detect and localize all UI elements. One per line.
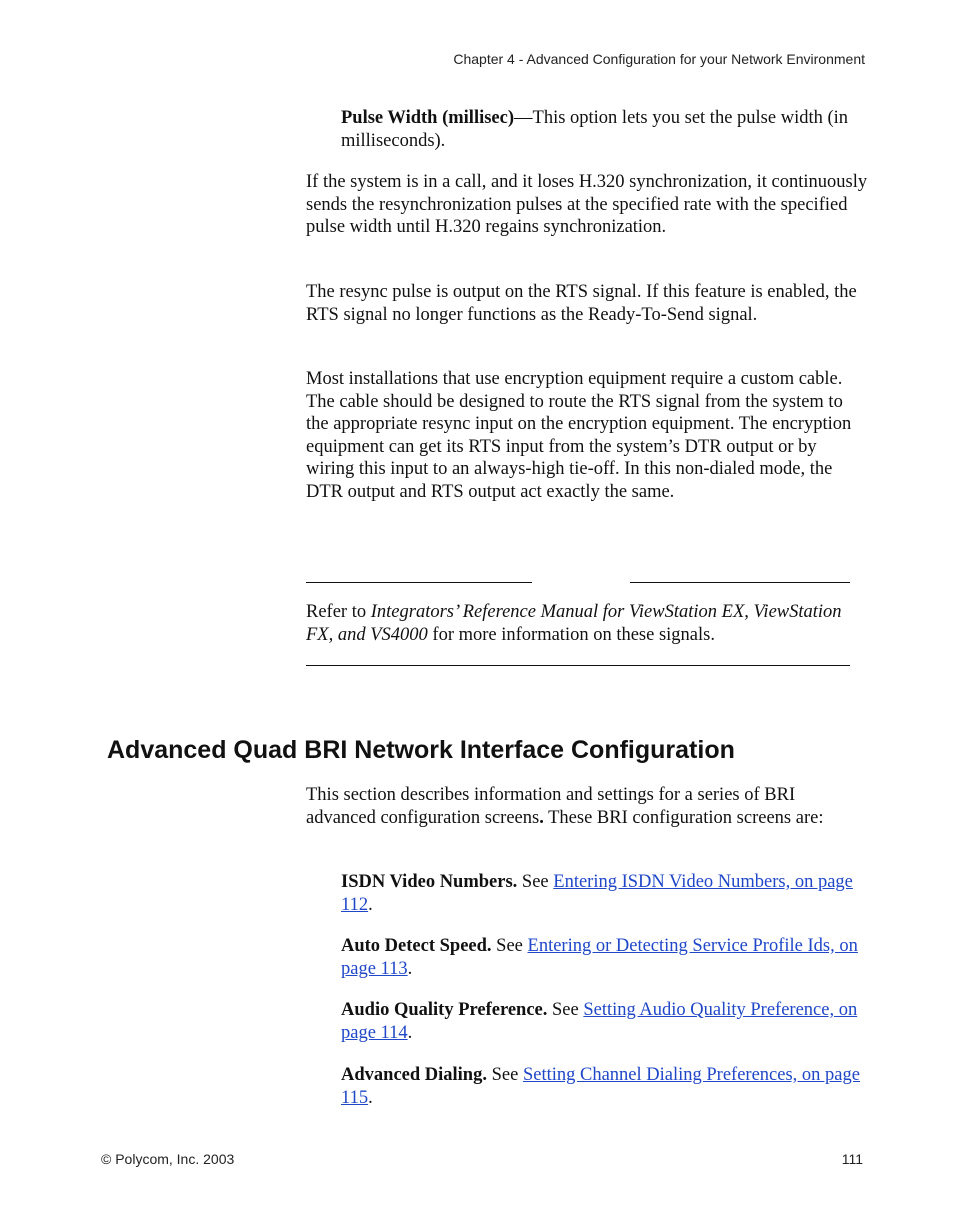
list-item-end: .: [407, 958, 413, 979]
link-detecting-service-profile-ids[interactable]: Entering or Detecting Service Profile Ids, on page 113: [341, 936, 858, 979]
list-item-term: Audio Quality Preference.: [341, 1000, 548, 1020]
list-item-end: .: [407, 1022, 413, 1043]
section-heading: Advanced Quad BRI Network Interface Configuration: [107, 736, 735, 764]
note-prefix: Refer to: [306, 602, 371, 622]
note-suffix: for more information on these signals.: [427, 624, 715, 645]
list-item-end: .: [368, 1087, 373, 1108]
footer-copyright: © Polycom, Inc. 2003: [101, 1151, 235, 1167]
section-intro-period: .: [539, 807, 544, 828]
link-entering-isdn-video-numbers[interactable]: Entering ISDN Video Numbers, on page 112: [341, 872, 853, 915]
list-item-term: ISDN Video Numbers.: [341, 872, 518, 892]
pulse-width-text: —This option lets you set the pulse width (in milliseconds).: [341, 108, 849, 151]
list-item-audio-quality-preference: [341, 999, 871, 1044]
list-item-see: See: [547, 1000, 584, 1020]
list-item-see: See: [486, 1065, 523, 1085]
list-item-isdn-video-numbers: [341, 871, 871, 916]
note-bottom-rule: [306, 665, 850, 666]
list-item-auto-detect-speed: [341, 935, 871, 980]
running-header: Chapter 4 - Advanced Configuration for your Network Environment: [453, 51, 865, 67]
section-intro-a: This section describes information and settings for a series of BRI advanced configuration screens: [306, 785, 796, 828]
footer-page-number: 111: [841, 1151, 863, 1167]
list-item-term: Auto Detect Speed.: [341, 936, 492, 956]
link-setting-channel-dialing-preferences[interactable]: Setting Channel Dialing Preferences, on page 115: [341, 1065, 860, 1108]
note-top-rule-left: [306, 582, 532, 583]
list-item-term: Advanced Dialing.: [341, 1065, 487, 1085]
list-item-advanced-dialing: [341, 1064, 871, 1109]
paragraph-sync: If the system is in a call, and it loses H.320 synchronization, it continuously sends the resynchronization pulses at the specified rate with the specified pulse width until H.320 regains synchronization.: [306, 172, 868, 238]
note-manual-title: Integrators’ Reference Manual for ViewStation EX, ViewStation FX, and VS4000: [306, 602, 842, 645]
list-item-see: See: [491, 936, 528, 956]
list-item-see: See: [517, 872, 554, 892]
section-intro-b: These BRI configuration screens are:: [543, 807, 824, 828]
note-text: [306, 601, 871, 646]
section-intro: [306, 784, 868, 829]
paragraph-resync-pulse: The resync pulse is output on the RTS signal. If this feature is enabled, the RTS signal no longer functions as the Ready-To-Send signal.: [306, 282, 857, 325]
note-top-rule-right: [630, 582, 850, 583]
pulse-width-term: Pulse Width (millisec): [341, 108, 515, 128]
paragraph-encryption: Most installations that use encryption equipment require a custom cable. The cable should be designed to route the RTS signal from the system to the appropriate resync input on the encryption equipment. The encryption equipment can get its RTS input from the system’s DTR output or by wiring this input to an always-high tie-off. In this non-dialed mode, the DTR output and RTS output act exactly the same.: [306, 369, 852, 502]
list-item-end: .: [368, 894, 373, 915]
pulse-width-definition: [341, 107, 871, 152]
link-setting-audio-quality-preference[interactable]: Setting Audio Quality Preference, on page 114: [341, 1000, 858, 1043]
